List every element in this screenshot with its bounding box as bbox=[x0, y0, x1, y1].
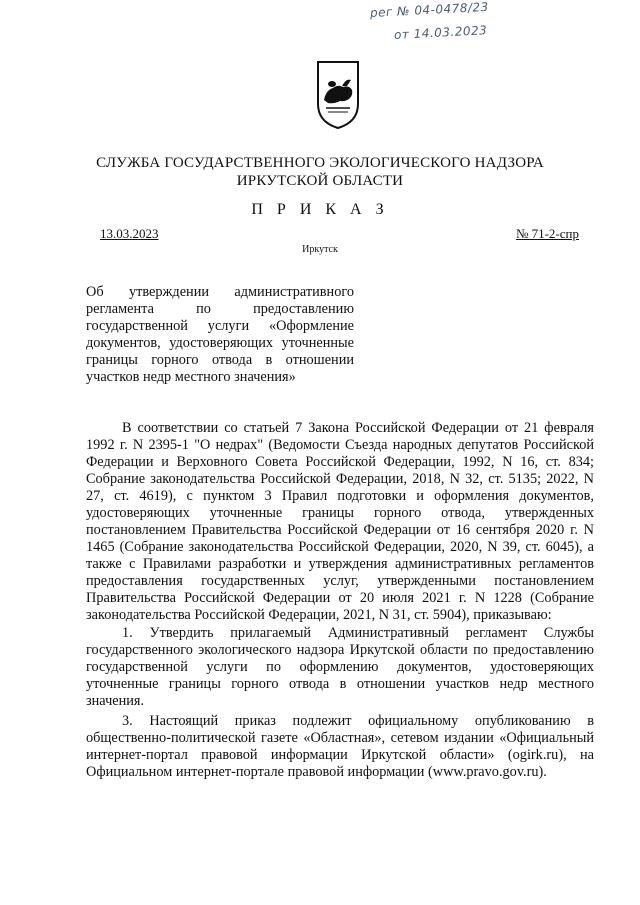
order-item-1: 1. Утвердить прилагаемый Административный регламент Службы государственного экологического надзора Иркутской области по предоставлению государственной услуги по оформлению документов, удостоверяющих уточненные границы горного отвода в отношении участков недр местного значения. bbox=[86, 625, 594, 709]
organization-name-line1: СЛУЖБА ГОСУДАРСТВЕННОГО ЭКОЛОГИЧЕСКОГО НАДЗОРА bbox=[96, 155, 544, 171]
document-city: Иркутск bbox=[302, 244, 338, 255]
organization-name-line2: ИРКУТСКОЙ ОБЛАСТИ bbox=[236, 173, 404, 189]
organization-name bbox=[0, 154, 640, 190]
handwritten-registration-number: рег № 04-0478/23 bbox=[369, 0, 490, 20]
preamble-paragraph: В соответствии со статьей 7 Закона Российской Федерации от 21 февраля 1992 г. N 2395-1 "О недрах" (Ведомости Съезда народных депутатов Российской Федерации и Верховного Совета Российской Федерации, 1992, N 16, ст. 834; Собрание законодательства Российской Федерации, 2018, N 32, ст. 5135; 2022, N 27, ст. 4619), с пунктом 3 Правил подготовки и оформления документов, удостоверяющих уточненные границы горного отвода, утвержденных постановлением Правительства Российской Федерации от 16 сентября 2020 г. N 1465 (Собрание законодательства Российской Федерации, 2020, N 39, ст. 6045), а также с Правилами разработки и утверждения административных регламентов предоставления государственных услуг, утвержденными постановлением Правительства Российской Федерации от 20 июля 2021 г. N 1228 (Собрание законодательства Российской Федерации, 2021, N 31, ст. 5904), приказываю: bbox=[86, 420, 594, 623]
document-body bbox=[86, 420, 594, 781]
document-number: № 71-2-спр bbox=[515, 226, 579, 241]
document-type: П Р И К А З bbox=[251, 201, 389, 218]
handwritten-registration-date: от 14.03.2023 bbox=[393, 23, 488, 42]
document-date: 13.03.2023 bbox=[100, 226, 159, 241]
document-subject: Об утверждении административного регламента по предоставлению государственной услуги «Оформление документов, удостоверяющих уточненные границы горного отвода в отношении участков недр местного значения» bbox=[86, 284, 354, 385]
irkutsk-coat-of-arms-icon bbox=[316, 60, 360, 130]
order-item-3: 3. Настоящий приказ подлежит официальному опубликованию в общественно-политической газете «Областная», сетевом издании «Официальный интернет-портал правовой информации Иркутской области» (ogirk.ru), на Официальном интернет-портале правовой информации (www.pravo.gov.ru). bbox=[86, 713, 594, 780]
